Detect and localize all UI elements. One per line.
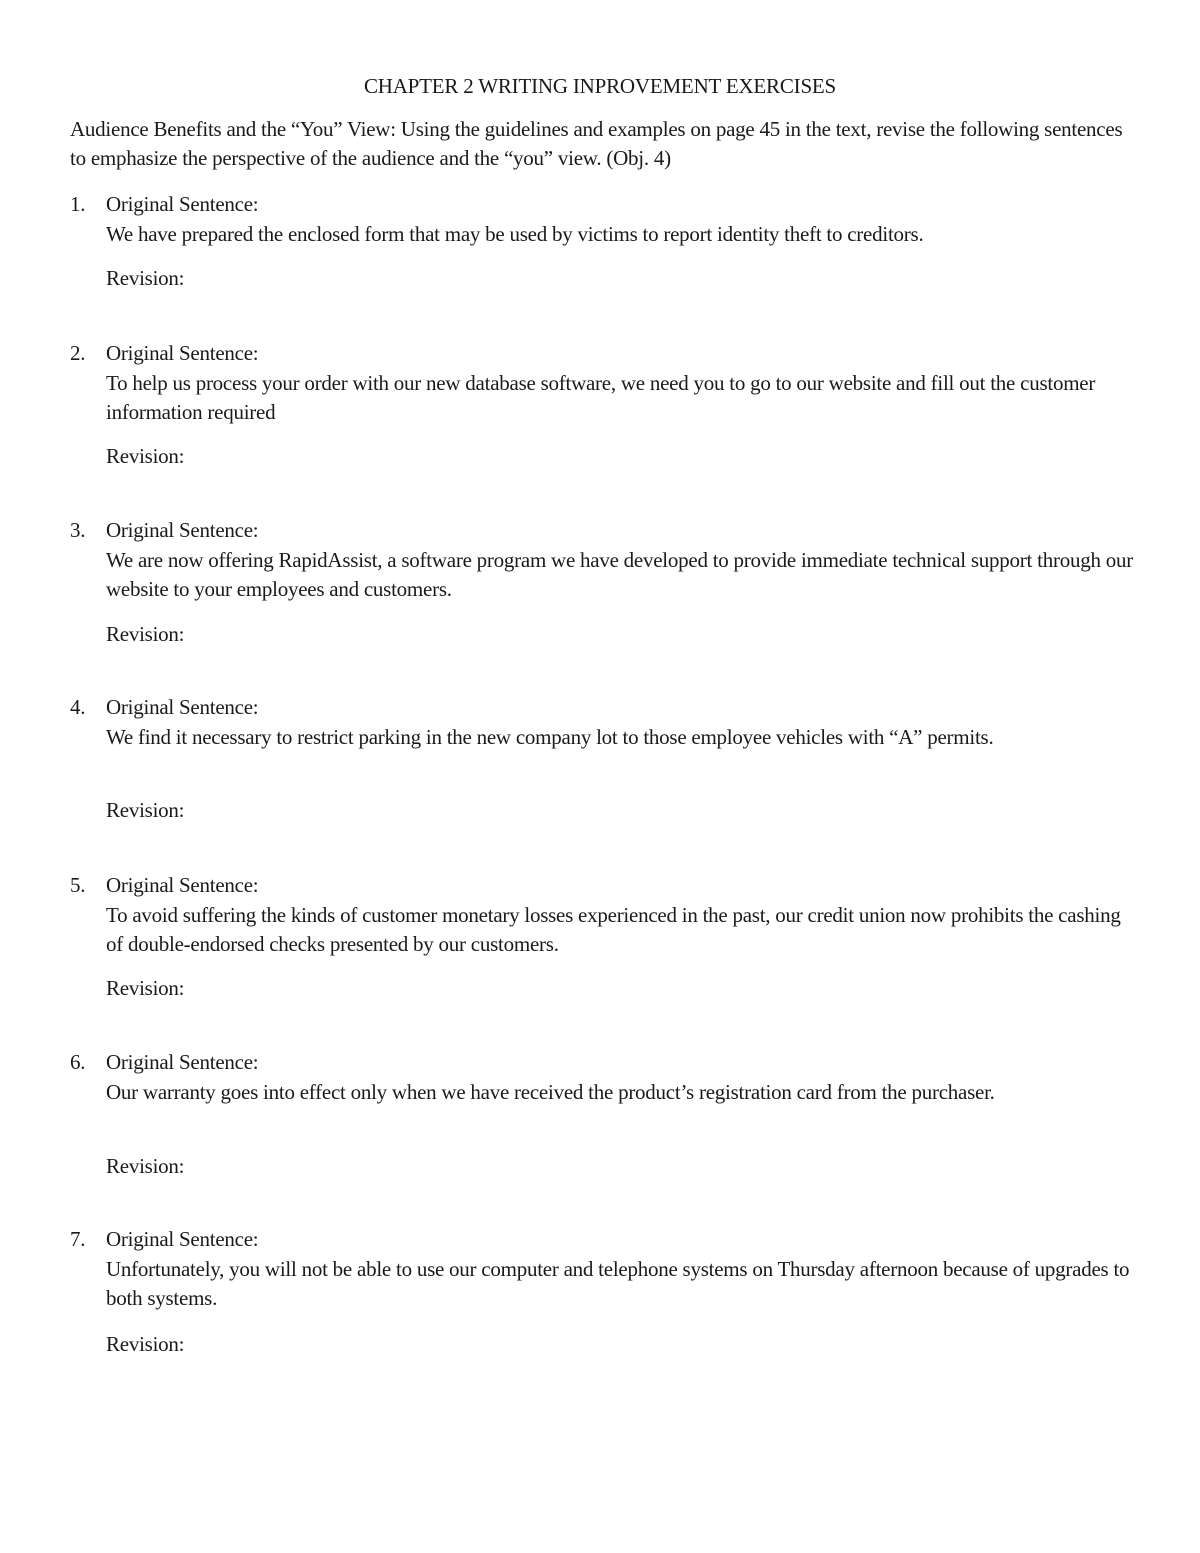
original-sentence-label: Original Sentence: xyxy=(106,1227,259,1251)
original-sentence-text: We have prepared the enclosed form that may be used by victims to report identity theft to creditors. xyxy=(106,222,924,246)
item-number: 1. xyxy=(70,192,86,216)
original-sentence-text: Unfortunately, you will not be able to use our computer and telephone systems on Thursday afternoon because of upgrades to both systems. xyxy=(106,1257,1130,1310)
revision-label: Revision: xyxy=(106,622,185,646)
item-number: 3. xyxy=(70,518,86,542)
original-sentence-text: We find it necessary to restrict parking in the new company lot to those employee vehicles with “A” permits. xyxy=(106,725,994,749)
instructions-paragraph: Audience Benefits and the “You” View: Using the guidelines and examples on page 45 in the text, revise the following sentences to emphasize the perspective of the audience and the “you” view. (Obj. 4) xyxy=(70,117,1123,170)
original-sentence-label: Original Sentence: xyxy=(106,518,259,542)
item-number: 2. xyxy=(70,341,86,365)
original-sentence-text: Our warranty goes into effect only when we have received the product’s registration card from the purchaser. xyxy=(106,1080,995,1104)
original-sentence-text: We are now offering RapidAssist, a software program we have developed to provide immediate technical support through our website to your employees and customers. xyxy=(106,548,1133,601)
revision-label: Revision: xyxy=(106,266,185,290)
item-number: 5. xyxy=(70,873,86,897)
original-sentence-label: Original Sentence: xyxy=(106,341,259,365)
original-sentence-label: Original Sentence: xyxy=(106,873,259,897)
revision-label: Revision: xyxy=(106,444,185,468)
revision-label: Revision: xyxy=(106,1332,185,1356)
item-number: 7. xyxy=(70,1227,86,1251)
original-sentence-label: Original Sentence: xyxy=(106,695,259,719)
original-sentence-label: Original Sentence: xyxy=(106,192,259,216)
original-sentence-text: To avoid suffering the kinds of customer monetary losses experienced in the past, our credit union now prohibits the cashing of double-endorsed checks presented by our customers. xyxy=(106,903,1121,956)
revision-label: Revision: xyxy=(106,798,185,822)
original-sentence-text: To help us process your order with our new database software, we need you to go to our website and fill out the customer information required xyxy=(106,371,1096,424)
original-sentence-label: Original Sentence: xyxy=(106,1050,259,1074)
revision-label: Revision: xyxy=(106,976,185,1000)
item-number: 4. xyxy=(70,695,86,719)
page-title: CHAPTER 2 WRITING INPROVEMENT EXERCISES xyxy=(363,74,837,98)
revision-label: Revision: xyxy=(106,1154,185,1178)
item-number: 6. xyxy=(70,1050,86,1074)
